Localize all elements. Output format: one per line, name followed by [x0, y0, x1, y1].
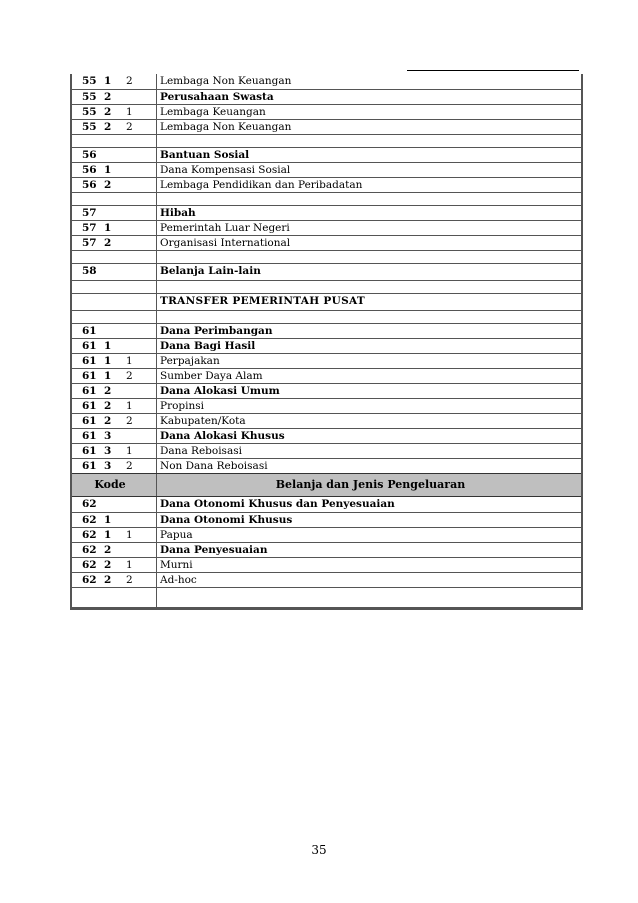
table-row: 61 1 2 Sumber Daya Alam [72, 368, 581, 383]
table-row: 55 1 2 Lembaga Non Keuangan [72, 74, 581, 89]
table-row: 58 Belanja Lain-lain [72, 263, 581, 280]
blank-row [72, 587, 581, 607]
expenditure-code-table [70, 74, 583, 610]
table-row: 61 1 Dana Bagi Hasil [72, 338, 581, 353]
blank-row [72, 192, 581, 205]
table-row: 57 Hibah [72, 205, 581, 220]
table-row: 62 1 1 Papua [72, 527, 581, 542]
description-column-header: Belanja dan Jenis Pengeluaran [275, 478, 466, 491]
table-row: 62 1 Dana Otonomi Khusus [72, 512, 581, 527]
section-title-row: TRANSFER PEMERINTAH PUSAT [72, 293, 581, 310]
page-number: 35 [311, 843, 327, 857]
table-row: 55 2 2 Lembaga Non Keuangan [72, 119, 581, 134]
table-row: 61 3 2 Non Dana Reboisasi [72, 458, 581, 473]
table-row: 62 2 2 Ad-hoc [72, 572, 581, 587]
table-row: 61 2 Dana Alokasi Umum [72, 383, 581, 398]
blank-row [72, 310, 581, 323]
table-row: 62 2 1 Murni [72, 557, 581, 572]
table-row: 61 2 1 Propinsi [72, 398, 581, 413]
table-row: 61 Dana Perimbangan [72, 323, 581, 338]
table-row: 56 2 Lembaga Pendidikan dan Peribadatan [72, 177, 581, 192]
table-row: 62 2 Dana Penyesuaian [72, 542, 581, 557]
table-row: 61 3 1 Dana Reboisasi [72, 443, 581, 458]
blank-row [72, 250, 581, 263]
top-rule [407, 70, 579, 71]
table-row: 61 1 1 Perpajakan [72, 353, 581, 368]
table-row: 61 2 2 Kabupaten/Kota [72, 413, 581, 428]
code-column-header: Kode [72, 474, 157, 496]
table-row: 55 2 1 Lembaga Keuangan [72, 104, 581, 119]
table-row: 57 1 Pemerintah Luar Negeri [72, 220, 581, 235]
blank-row [72, 134, 581, 147]
table-row: 56 Bantuan Sosial [72, 147, 581, 162]
table-header-row [72, 473, 581, 497]
table-row: 62 Dana Otonomi Khusus dan Penyesuaian [72, 497, 581, 512]
table-row: 57 2 Organisasi International [72, 235, 581, 250]
table-row: 56 1 Dana Kompensasi Sosial [72, 162, 581, 177]
table-row: 55 2 Perusahaan Swasta [72, 89, 581, 104]
table-row: 61 3 Dana Alokasi Khusus [72, 428, 581, 443]
blank-row [72, 280, 581, 293]
